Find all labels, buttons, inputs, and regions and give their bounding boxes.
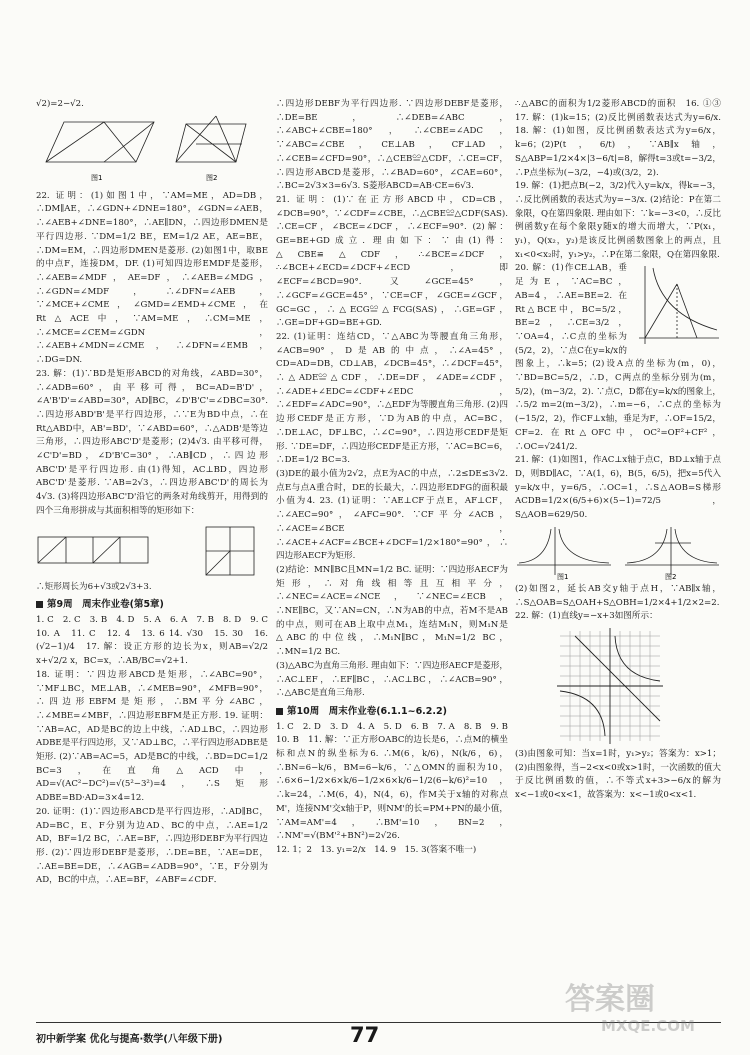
section-marker-icon [36, 601, 43, 608]
page-number: 77 [350, 1023, 380, 1047]
section-heading-week-10 [276, 705, 508, 719]
text-block: 1. C 2. D 3. D 4. A 5. D 6. B 7. A 8. B 9. B 10. B 11. 解：∵正方形OABC的边长是6，∴点M的横坐标和点N的纵坐标为6. ∴M(6，k/6)，N(k/6，6)，∴BN=6−k/6，BM=6−k/6，∵△OMN的面积为10，∴6×6−1/2×6×k/6−1/2×6×k/6−1/2(6−k/6)²=10，∴k=24，∴M(6，4)，N(4，6)，作M关于x轴的对称点M'，连接NM'交x轴于P，则NM'的长=PM+PN的最小值，∵AM=AM'=4，∴BM'=10，BN=2，∴NM'=√(BM'²+BN²)=2√26. [276, 721, 517, 842]
text-block: ∴△ABC的面积为1/2菱形ABCD的面积 16. ①③ 17. 解：(1)k=15；(2)反比例函数表达式为y=6/x. 18. 解：(1)如图，反比例函数表达式为y=6/x，k=6；(2)P(t，6/t)，∵AB∥x轴，S△ABP=1/2×4×|3−6/t|=8，解得t=3或t=−3/2，∴P点坐标为(−3/2，−4)或(3/2，2). [515, 99, 730, 178]
text-block: 1. C 2. C 3. B 4. D 5. A 6. A 7. B 8. D 9. C 10. A 11. C 12. 4 13. 6 14. √30 15. 30 16. (√2−1)/4 17. 解：设正方形的边长为x，则AB=√2/2 x+√2/2 x，BC=x，∴AB/BC=√2+1. [36, 614, 277, 667]
grid-graph-q22 [555, 626, 665, 746]
figure-2-label: 图2 [206, 173, 218, 182]
section-marker-icon [276, 708, 283, 715]
text-block: (3)DE的最小值为2√2，点E为AC的中点，∴2≤DE≤3√2. 点E与点A重合时，DE的长最大，∴四边形EDFG的面积最小值为4. 23. (1)证明：∵AE⊥CF于点E，AF⊥CF，∴∠AEC=90°，∠AFC=90°. ∵CF平分∠ACB，∴∠ACE=∠BCE，∴∠ACE+∠ACF=∠BCE+∠DCF=1/2×180°=90°，∴四边形AECF为矩形. [276, 468, 508, 562]
text-block: (2)结论：MN∥BC且MN=1/2 BC. 证明：∵四边形AECF为矩形，∴对角线相等且互相平分，∴∠NEC=∠ACE=∠NCE，∵∠NEC=∠ECB，∴NE∥BC，又∵AN=CN，∴N为AB的中点，若M不是AB的中点，则可在AB上取中点M₁，连结M₁N，则M₁N是△ABC的中位线，∴M₁N∥BC，M₁N=1/2 BC，∴MN=1/2 BC. [276, 564, 508, 658]
text-block: 22. (1)证明：连结CD，∵△ABC为等腰直角三角形，∠ACB=90°，D是AB的中点，∴∠A=45°，CD=AD=DB，CD⊥AB，∠DCB=45°，∴∠DCF=45°，∴△ADE≌△CDF，∴DE=DF，∠ADE=∠CDF，∴∠ADE+∠EDC=∠CDF+∠EDC，∴∠EDF=∠ADC=90°，∴△EDF为等腰直角三角形. (2)四边形CEDF是正方形，∵D为AB的中点，AC=BC，∴DE⊥AC，DF⊥BC，∴∠C=90°，∴四边形CEDF是矩形. ∵DE=DF，∴四边形CEDF是正方形，∵AC=BC=6，∴DE=1/2 BC=3. [276, 331, 508, 466]
text-block: 20. 证明：(1)∵四边形ABCD是平行四边形，∴AD∥BC，AD=BC，E、F分别为边AD、BC的中点，∴AE=1/2 AD，BF=1/2 BC，∴AE=BF，∴四边形DEBF为平行四边形. (2)∵四边形DEBF是菱形，∴DE=BE，∵AE=DE，∴AE=BE=DE，∴∠AGB=∠ADB=90°，∵E，F分别为AD，BC的中点，∴AE=BF，∠ABF=∠CDF． [36, 806, 268, 886]
text-block: ∴四边形DEBF为平行四边形. ∵四边形DEBF是菱形，∴DE=BE，∴∠DEB=∠ABC，∴∠ABC+∠CBE=180°，∴∠CBE=∠ADC，∵∠ABC=∠CBE，CE⊥AB，CF⊥AD，∴∠CEB=∠CFD=90°，∴△CEB≌△CDF，∴CE=CF，∴四边形ABCD是菱形，∴∠BAD=60°，∠CAE=60°，∴BC=2√3×3=6√3. S菱形ABCD=AB·CE=6√3. [276, 99, 508, 192]
figure-2-label: 图2 [665, 572, 677, 581]
figure-1-label: 图1 [91, 173, 103, 182]
text-block: 19. 解：(1)把点B(−2，3/2)代入y=k/x，得k=−3，∴反比例函数的表达式为y=−3/x. (2)结论：P在第二象限，Q在第四象限. 理由如下：∵k=−3<0，∴反比例函数y在每个象限y随x的增大而增大，∵P(x₁，y₁)，Q(x₂，y₂)是该反比例函数图象上的两点，且x₁<0<x₂时，y₁>y₂，∴P在第二象限，Q在第四象限. [515, 181, 721, 260]
watermark-title: 答案圈 [565, 982, 655, 1017]
rectangle-arrangement-figures [36, 521, 268, 579]
text-block: 22. 解：(1)直线y=−x+3如图所示： [515, 611, 658, 622]
watermark-logo [561, 975, 736, 1037]
column-2 [276, 98, 517, 1028]
column-3 [515, 98, 730, 1028]
text-block: √2)=2−√2. [36, 99, 84, 109]
text-block: 20. 解：(1)作CE⊥AB，垂足为E，∵AC=BC，AB=4，∴AE=BE=2. 在Rt△BCE中，BC=5/2，BE=2，∴CE=3/2，∵OA=4，∴C点的坐标为(5/2，2)，∵点C在y=k/x的图象上，∴k=5；(2)设A点的坐标为(m，0)，∵BD=BC=5/2，∴D，C两点的坐标分别为(m，5/2)，(m−3/2，2). ∵点C，D都在y=k/x的图象上，∴5/2 m=2(m−3/2)，∴m=−6，∴C点的坐标为(−15/2，2)，作CF⊥x轴，垂足为F，∴OF=15/2，CF=2. 在Rt△OFC中，OC²=OF²+CF²，∴OC=√241/2. [515, 263, 721, 452]
inverse-function-graphs-q21 [515, 525, 721, 581]
text-block: 21. 解：(1)如图1，作AC⊥x轴于点C，BD⊥x轴于点D，则BD∥AC，∵A(1，6)，B(5，6/5)，把x=5代入y=k/x中，y=6/5，∴OC=1，∴S△AOB=S梯形ACDB=1/2×(6/5+6)×(5−1)=72/5，S△AOB=629/50. [515, 455, 721, 521]
text-block: 12. 1；2 13. y₁=2/x 14. 9 15. 3(答案不唯一) [276, 844, 477, 855]
text-block: 23. 解：(1)∵BD是矩形ABCD的对角线，∠ABD=30°，∴∠ADB=60°，由平移可得，BC=AD=B'D'，∠A'B'D'=∠ABD=30°，AD∥BC，∠D'B'C'=∠DBC=30°. ∴四边形ABD'B'是平行四边形，∴∵E为BD中点，∴在Rt△ABD中，AB'=BD'，∵∠ABD=60°，∴△ADB'是等边三角形，∴四边形ABC'D'是菱形；(2)4√3. 由平移可得，∠C'D'=BD，∠D'B'C=30°，∴AB∥CD，∴四边形ABC'D'是平行四边形. 由(1)得知，AC⊥BD，四边形ABC'D'是菱形. ∵AB=2√3，∴四边形ABC'D'的周长为4√3. (3)将四边形ABC'D'沿它的两条对角线剪开，用得到的四个三角形拼成与其面积相等的矩形如下： [36, 368, 268, 516]
text-block: 22. 证明：(1)如图1中，∵AM=ME，AD=DB，∴DM∥AE，∴∠GDN+∠DNE=180°，∠GDN=∠AEB，∴∠AEB+∠DNE=180°，∴AE∥DN，∴四边形DMEN是平行四边形. ∵DM=1/2 BE，EM=1/2 AE，AE=BE，∴DM=EM，∴四边形DMEN是菱形. (2)如图1中，取BE的中点F，连接DM，DF. (1)可知四边形EMDF是菱形，∴∠AEB=∠MDF，AE=DF，∴∠AEB=∠MDG，∴∠GDN=∠MDF，∴∠DFN=∠AEB，∵∠MCE+∠CME，∠GMD=∠EMD+∠CME，在Rt△ACE中，∵AM=ME，∴CM=ME，∴∠MCE=∠CEM=∠GDN，∴∠AEB+∠MDN=∠CME，∴∠DFN=∠EMB，∴DG=DN. [36, 190, 268, 366]
section-title: 第10周 周末作业卷(6.1.1~6.2.2) [287, 705, 447, 717]
text-block: (3)△ABC为直角三角形. 理由如下：∵四边形AECF是菱形，∴AC⊥EF，∴EF∥BC，∴AC⊥BC，∴∠ACB=90°，∴△ABC是直角三角形. [276, 660, 508, 699]
text-block: 21. 证明：(1)∵在正方形ABCD中，CD=CB，∠DCB=90°，∵∠CDF=∠CBE，∴△CBE≌△CDF(SAS). ∴CE=CF，∠BCE=∠DCF，∴∠ECF=90°. (2)解：GE=BE+GD成立. 理由如下：∵由(1)得：△CBE≌△CDF，∴∠BCE=∠DCF，∴∠BCE+∠ECD=∠DCF+∠ECD，即∠ECF=∠BCD=90°. 又∠GCE=45°，∴∠GCF=∠GCE=45°，∵CE=CF，∠GCE=∠GCF，GC=GC，∴△ECG≌△FCG(SAS)，∴GE=GF，∴GE=DF+GD=BE+GD. [276, 194, 508, 329]
figure-1-label: 图1 [557, 572, 569, 581]
section-title: 第9周 周末作业卷(第5章) [47, 599, 164, 611]
watermark-site: MXQE.COM [601, 1017, 695, 1035]
geometry-figures-1-2 [36, 114, 268, 188]
text-block: ∴矩形周长为6+√3或2√3+3. [36, 581, 152, 592]
hyperbola-graph-q20 [631, 264, 721, 346]
column-1 [36, 98, 277, 1028]
parallelogram-shape [46, 122, 154, 162]
section-heading-week-9 [36, 598, 268, 612]
text-block: (3)由图象可知：当x=1时，y₁>y₂；答案为：x>1；(2)由图象得，当−2<x<0或x>1时，一次函数的值大于反比例函数的值，∴不等式x+3>−6/x的解为x<−1或0<x<1，故答案为：x<−1或0<x<1. [515, 748, 721, 801]
book-title-footer: 初中新学案 优化与提高·数学(八年级下册) [36, 1034, 223, 1045]
text-block: 18. 证明：∵四边形ABCD是矩形，∴∠ABC=90°，∵MF⊥BC，ME⊥AB，∴∠MEB=90°，∠MFB=90°，∴四边形EBFM是矩形，∴BM平分∠ABC，∴∠MBE=∠MBF，∴四边形EBFM是正方形. 19. 证明：∵AB=AC，AD是BC的边上中线，∴AD⊥BC，∴四边形ADBE是平行四边形，又∵AD⊥BC，∴平行四边形ADBE是矩形. (2)∵AB=AC=5，AD是BC的中线，∴BD=DC=1/2 BC=3，在直角△ACD中，AD=√(AC²−DC²)=√(5²−3²)=4，∴S矩形ADBE=BD·AD=3×4=12. [36, 669, 268, 804]
text-block: (2)如图2，延长AB交y轴于点H，∵AB∥x轴，∴S△OAB=S△OAH+S△OBH=1/2×4+1/2×2=2. [515, 583, 721, 608]
